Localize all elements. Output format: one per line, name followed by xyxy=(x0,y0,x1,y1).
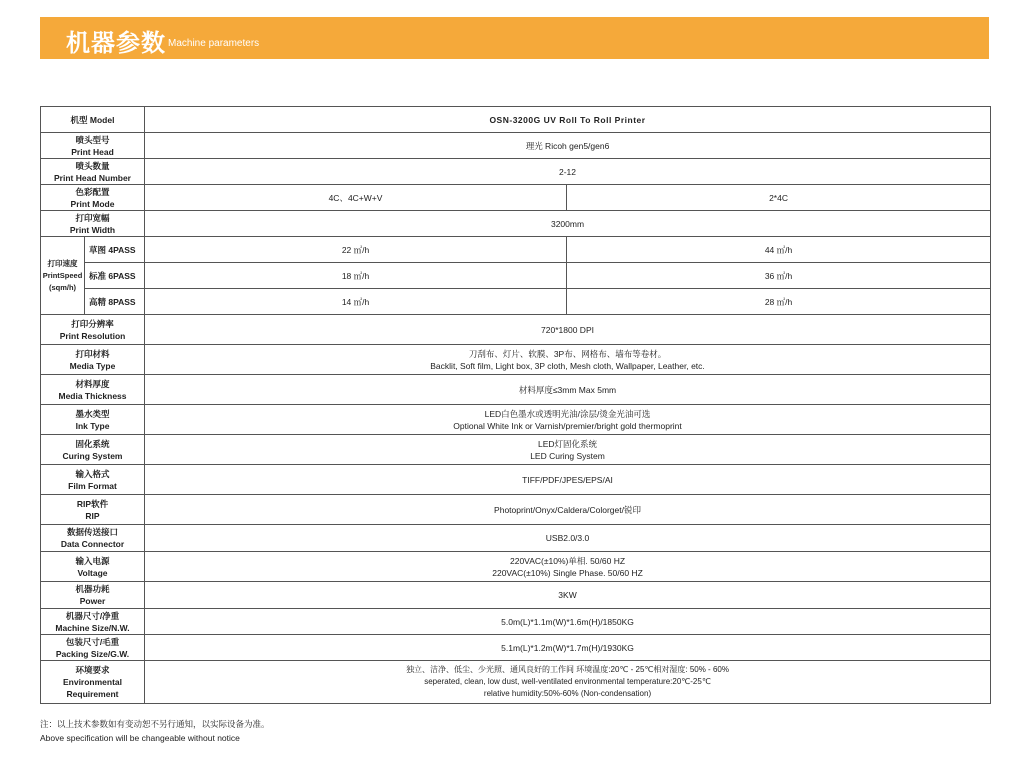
packing-size-value: 5.1m(L)*1.2m(W)*1.7m(H)/1930KG xyxy=(145,635,991,661)
speed-mode-label: 高精 8PASS xyxy=(85,289,145,315)
row-label: 打印宽幅 Print Width xyxy=(41,211,145,237)
table-row-data-connector xyxy=(41,525,991,552)
speed-value-a: 22 ㎡/h xyxy=(145,237,567,263)
print-mode-value-a: 4C、4C+W+V xyxy=(145,185,567,211)
table-row-print-mode xyxy=(41,185,991,211)
print-head-value: 理光 Ricoh gen5/gen6 xyxy=(145,133,991,159)
table-row-environment xyxy=(41,661,991,704)
row-label: 输入电源 Voltage xyxy=(41,552,145,582)
speed-value-b: 28 ㎡/h xyxy=(567,289,991,315)
ink-type-value: LED白色墨水或透明光油/涂层/烫金光油可选 Optional White Ink or Varnish/premier/bright gold thermoprint xyxy=(145,405,991,435)
table-row-print-head xyxy=(41,133,991,159)
banner-title: 机器参数 xyxy=(66,29,166,57)
print-width-value: 3200mm xyxy=(145,211,991,237)
speed-value-a: 14 ㎡/h xyxy=(145,289,567,315)
table-row-film-format xyxy=(41,465,991,495)
table-row-machine-size xyxy=(41,609,991,635)
media-type-value: 刀刮布、灯片、软膜、3P布、网格布、墙布等卷材。 Backlit, Soft film, Light box, 3P cloth, Mesh cloth, Wallpaper, Leather, etc. xyxy=(145,345,991,375)
speed-value-b: 44 ㎡/h xyxy=(567,237,991,263)
table-row-media-type xyxy=(41,345,991,375)
footnote-en: Above specification will be changeable without notice xyxy=(40,733,240,743)
print-mode-value-b: 2*4C xyxy=(567,185,991,211)
film-format-value: TIFF/PDF/JPES/EPS/AI xyxy=(145,465,991,495)
table-row-packing-size xyxy=(41,635,991,661)
row-label: 色彩配置 Print Mode xyxy=(41,185,145,211)
row-label: 包装尺寸/毛重 Packing Size/G.W. xyxy=(41,635,145,661)
row-label: 喷头型号 Print Head xyxy=(41,133,145,159)
speed-value-a: 18 ㎡/h xyxy=(145,263,567,289)
row-label: 机器尺寸/净重 Machine Size/N.W. xyxy=(41,609,145,635)
data-connector-value: USB2.0/3.0 xyxy=(145,525,991,552)
row-label: 机器功耗 Power xyxy=(41,582,145,609)
row-label: 墨水类型 Ink Type xyxy=(41,405,145,435)
speed-mode-label: 草图 4PASS xyxy=(85,237,145,263)
footnote-cn: 注：以上技术参数如有变动恕不另行通知，以实际设备为准。 xyxy=(40,719,270,729)
speed-value-b: 36 ㎡/h xyxy=(567,263,991,289)
table-row-speed-8pass xyxy=(41,289,991,315)
resolution-value: 720*1800 DPI xyxy=(145,315,991,345)
speed-mode-label: 标准 6PASS xyxy=(85,263,145,289)
spec-table xyxy=(40,106,991,704)
machine-size-value: 5.0m(L)*1.1m(W)*1.6m(H)/1850KG xyxy=(145,609,991,635)
model-value: OSN-3200G UV Roll To Roll Printer xyxy=(145,107,991,133)
voltage-value: 220VAC(±10%)单相. 50/60 HZ 220VAC(±10%) Single Phase. 50/60 HZ xyxy=(145,552,991,582)
media-thickness-value: 材料厚度≤3mm Max 5mm xyxy=(145,375,991,405)
row-label: 数据传送接口 Data Connector xyxy=(41,525,145,552)
table-row-media-thickness xyxy=(41,375,991,405)
table-row-resolution xyxy=(41,315,991,345)
table-row-speed-6pass xyxy=(41,263,991,289)
rip-value: Photoprint/Onyx/Caldera/Colorget/锐印 xyxy=(145,495,991,525)
table-row-print-width xyxy=(41,211,991,237)
row-label: 喷头数量 Print Head Number xyxy=(41,159,145,185)
row-label: 输入格式 Film Format xyxy=(41,465,145,495)
table-row-curing xyxy=(41,435,991,465)
curing-value: LED灯固化系统 LED Curing System xyxy=(145,435,991,465)
print-speed-label: 打印速度 PrintSpeed (sqm/h) xyxy=(41,237,85,315)
table-row-power xyxy=(41,582,991,609)
print-head-number-value: 2-12 xyxy=(145,159,991,185)
header-banner xyxy=(40,17,989,59)
row-label: 环境要求 Environmental Requirement xyxy=(41,661,145,704)
table-row-ink-type xyxy=(41,405,991,435)
row-label: 固化系统 Curing System xyxy=(41,435,145,465)
row-label: 打印分辨率 Print Resolution xyxy=(41,315,145,345)
table-row-model xyxy=(41,107,991,133)
row-label: 材料厚度 Media Thickness xyxy=(41,375,145,405)
table-row-speed-4pass xyxy=(41,237,991,263)
table-row-voltage xyxy=(41,552,991,582)
row-label: RIP软件 RIP xyxy=(41,495,145,525)
power-value: 3KW xyxy=(145,582,991,609)
table-row-rip xyxy=(41,495,991,525)
table-row-print-head-number xyxy=(41,159,991,185)
model-label: 机型 Model xyxy=(41,107,145,133)
row-label: 打印材料 Media Type xyxy=(41,345,145,375)
environment-value: 独立、洁净、低尘、少光照、通风良好的工作间 环境温度:20℃ - 25℃相对湿度: 50% - 60% seperated, clean, low dust, well-ventilated environmental temperature:20℃-25℃ relative humidity:50%-60% (Non-condensation) xyxy=(145,661,991,704)
banner-subtitle: Machine parameters xyxy=(168,38,260,49)
